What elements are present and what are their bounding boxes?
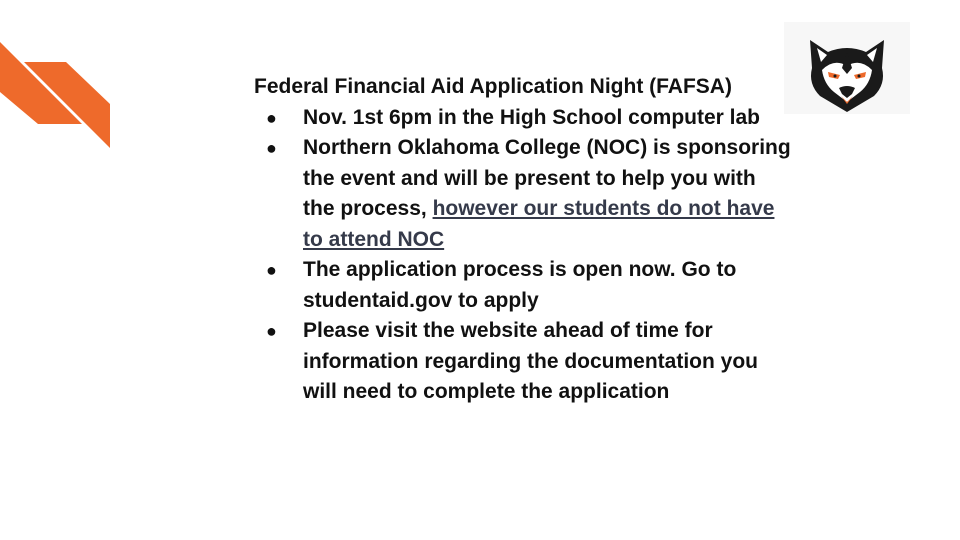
attendance-note-link[interactable]: however our students do not have to attend NOC: [303, 197, 775, 251]
bullet-dot-icon: ●: [266, 260, 277, 280]
bullet-item: [254, 133, 791, 255]
bullet-item: [254, 255, 791, 316]
bullet-text: Northern Oklahoma College (NOC) is sponsoring the event and will be present to help you with the process,: [303, 136, 791, 220]
bullet-dot-icon: ●: [266, 138, 277, 158]
bullet-dot-icon: ●: [266, 107, 277, 128]
bullet-item: [254, 316, 791, 408]
bullet-text: Nov. 1st 6pm in the High School computer lab: [303, 105, 760, 129]
bullet-item: [254, 103, 791, 134]
slide-content: [254, 72, 814, 408]
bullet-text: Please visit the website ahead of time for information regarding the documentation you will need to complete the application: [303, 319, 759, 403]
slide-title: Federal Financial Aid Application Night (FAFSA): [254, 75, 732, 98]
orange-stripes-icon: [0, 0, 120, 160]
bullet-dot-icon: ●: [266, 321, 277, 341]
bullet-text: The application process is open now. Go to studentaid.gov to apply: [303, 258, 737, 312]
bullet-list: [254, 103, 814, 408]
